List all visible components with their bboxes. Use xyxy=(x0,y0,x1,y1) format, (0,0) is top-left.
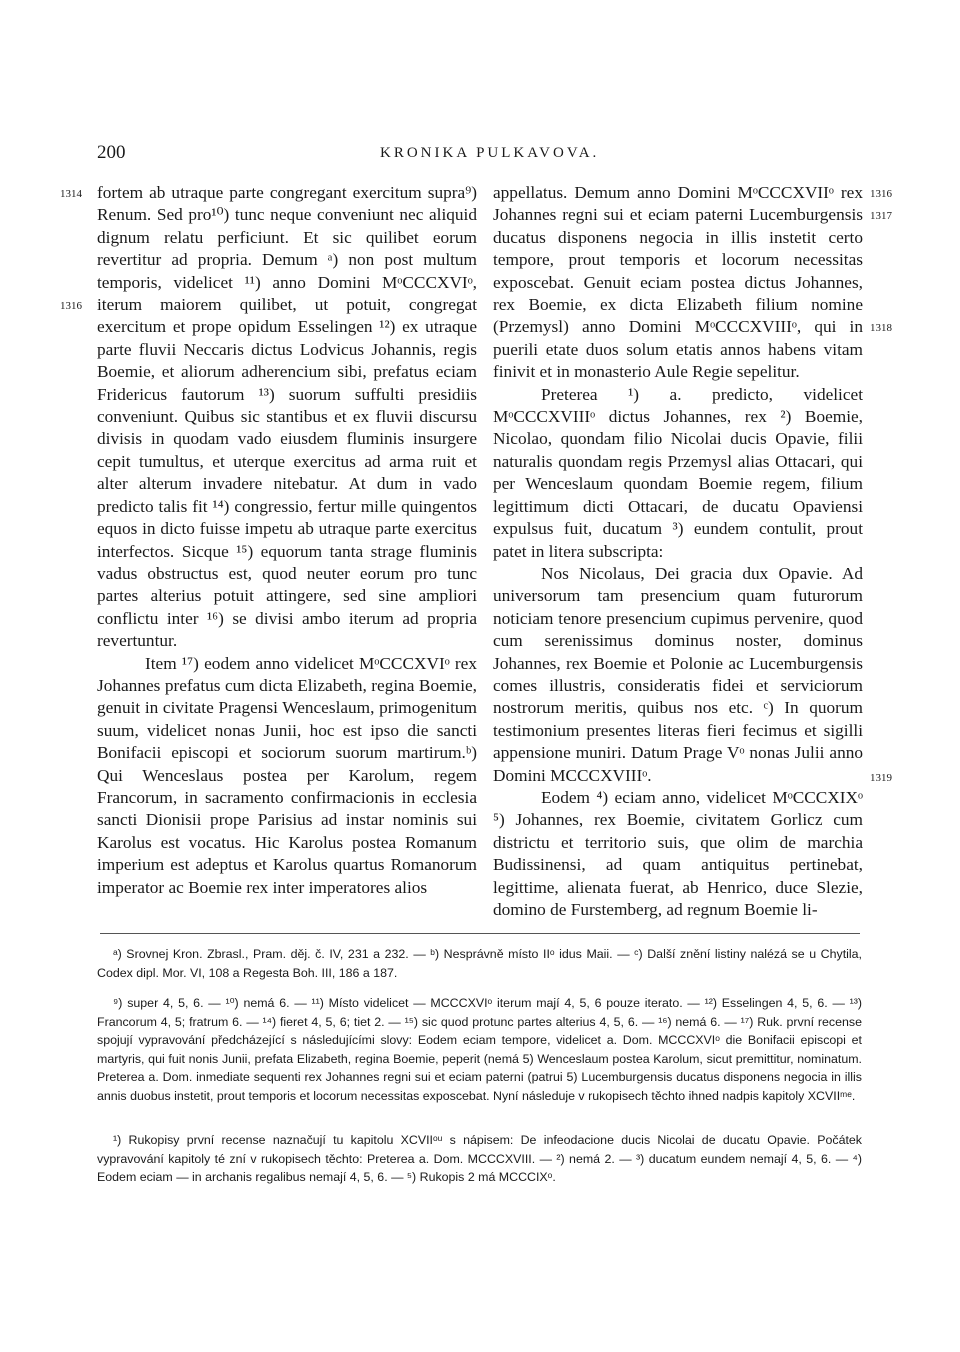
footnotes-chapter xyxy=(97,1131,862,1187)
running-title: KRONIKA PULKAVOVA. xyxy=(380,145,600,161)
footnotes-numbers xyxy=(97,994,862,1106)
footnotes-letters xyxy=(97,945,862,982)
paragraph: Eodem ⁴) eciam anno, videlicet MᵒCCCXIXᵒ ⁵) Johannes, rex Boemie, civitatem Gorlicz cum districtu et territorio suis, que olim de marchia Budissinensi, ad quam antiquitus pertinebat, legittime, alienata fuerat, ab Henrico, duce Slezie, domino de Furstemberg, ad regnum Boemie li- xyxy=(493,787,863,919)
paragraph: Preterea ¹) a. predicto, videlicet MᵒCCCXVIIIᵒ dictus Johannes, rex ²) Boemie, Nicolao, quondam filio Nicolai ducis Opavie, filii naturalis quondam regis Przemysl alias Ottacari, qui per Wenceslaum quondam Boemie regem, filium legittimum dicti Ottacari, de ducatu Opaviensi expulsus fuit, ducatum ³) eundem contulit, prout patet in litera subscripta: xyxy=(493,384,863,561)
charter-text: Nos Nicolaus, Dei gracia dux Opavie. Ad universorum tam presencium quam futurorum noticiam tenore presencium cupimus pervenire, quod cum serenissimus dominus noster, dominus Johannes, rex Boemie et Polonie ac Lucemburgensis comes illustris, consideratis fidei et serviciorum nostrorum meritis, quibus nos etc. ᶜ) In quorum testimonium presentes literas fieri fecimus et sigilli appensione muniri. Datum Prage Vᵒ nonas Julii anno Domini MCCCXVIIIᵒ. xyxy=(493,563,863,785)
margin-year: 1317 xyxy=(870,210,892,222)
paragraph: Item ¹⁷) eodem anno videlicet MᵒCCCXVIᵒ rex Johannes prefatus cum dicta Elizabeth, regina Boemie, genuit in civitate Pragensi Wenceslaum, primogenitum suum, videlicet nonas Junii, hoc est ipso die sancti Bonifacii episcopi et sociorum suorum martirum.ᵇ) Qui Wenceslaus postea per Karolum, regem Francorum, in sacramento confirmacionis in ecclesia sancti Dionisii prope Parisius ad instar nominis sui Karolus est vocatus. Hic Karolus postea Romanum imperium est adeptus et Karolus quartus Romanorum imperator ac Boemie rex inter imperatores alios xyxy=(97,653,477,897)
footnote-divider xyxy=(100,933,860,934)
footnote: ¹) Rukopisy první recense naznačují tu kapitolu XCVIIᵒᵘ s nápisem: De infeodacione ducis Nicolai de ducatu Opavie. Počátek vypravování kapitoly té zní v rukopisech těchto: Preterea a. Dom. MCCCXVIII. — ²) nemá 2. — ³) ducatum eundem nemají 4, 5, 6. — ⁴) Eodem eciam — in archanis regalibus nemají 4, 5, 6. — ⁵) Rukopis 2 má MCCCIXᵒ. xyxy=(97,1133,862,1185)
footnote: ⁹) super 4, 5, 6. — ¹⁰) nemá 6. — ¹¹) Místo videlicet — MCCCXVIᵒ iterum mají 4, 5, 6 pouze iterato. — ¹²) Esselingen 4, 5, 6. — ¹³) Francorum 4, 5; fratrum 6. — ¹⁴) fieret 4, 5, 6; tiet 2. — ¹⁵) sic quod protunc partes alterius 4, 5, 6. — ¹⁶) nemá 6. — ¹⁷) Ruk. první recense spojují vypravování předcházející s následujícími slovy: Eodem eciam tempore, videlicet a. Dom. MCCCXVIᵒ die Bonifacii episcopi et martyris, qui fuit nonis Junii, prefata Elizabeth, regina Boemie, peperit (nemá 5) Wenceslaum postea Karolum, sicut premittitur, nominatum. Preterea a. Dom. inmediate sequenti rex Johannes regni sui et eciam paterni (patrui 5) Lucemburgensis ducatus disponens negocia in illis annis duobus instetit, prout temporis et locorum necessitas exposcebat. Nyní následuje v rukopisech těchto ihned nadpis kapitoly XCVIIᵐᵉ. xyxy=(97,996,862,1103)
margin-year: 1318 xyxy=(870,322,892,334)
margin-year: 1316 xyxy=(60,300,82,312)
page-number: 200 xyxy=(97,142,126,163)
paragraph: fortem ab utraque parte congregant exercitum supra⁹) Renum. Sed pro¹⁰) tunc neque conveniunt nec aliquid dignum relatu perficiunt. Et sic quilibet eorum revertitur ad propria. Demum ᵃ) non post multum temporis, videlicet ¹¹) anno Domini MᵒCCCXVIᵒ, iterum maiorem quilibet, ut potuit, congregat exercitum et prope opidum Esselingen ¹²) ex utraque parte fluvii Neccaris dictus Lodvicus Johannis, regis Boemie, et aliorum adherencium sibi, prefatus eciam Fridericus fautorum ¹³) suorum suffulti presidiis conveniunt. Quibus sic stantibus et ex fluvii discursu divisis in quodam vado eiusdem fluminis insurgere cepit tumultus, et uterque exercitus ad arma ruit et alter alterum invadere nitebatur. At dum in vado predicto talis fit ¹⁴) congressio, fertur mille quingentos equos in dicto fuisse impetu ab utraque parte exercitus interfectos. Sicque ¹⁵) equorum tanta strage fluminis vadus obstructus est, quod neuter eorum pro tunc partes alterius potuit attingere, sed sine ampliori conflictu inter ¹⁶) se divisi ambo iterum ad propria revertuntur. xyxy=(97,183,477,651)
margin-year: 1319 xyxy=(870,772,892,784)
footnote: ᵃ) Srovnej Kron. Zbrasl., Pram. děj. č. IV, 231 a 232. — ᵇ) Nesprávně místo IIᵒ idus Maii. — ᶜ) Další znění listiny nalézá se u Chytila, Codex dipl. Mor. VI, 108 a Regesta Boh. III, 186 a 187. xyxy=(97,947,862,980)
paragraph: appellatus. Demum anno Domini MᵒCCCXVIIᵒ rex Johannes regni sui et eciam paterni Lucemburgensis ducatus disponens negocia in illis instetit certo tempore, prout temporis et locorum necessitas exposcebat. Genuit eciam postea dictus Johannes, rex Boemie, ex dicta Elizabeth filium nomine (Przemysl) anno Domini MᵒCCCXVIIIᵒ, qui in puerili etate duos solum etatis annos habens vitam finivit et in monasterio Aule Regie sepelitur. xyxy=(493,183,863,382)
margin-year: 1314 xyxy=(60,188,82,200)
right-text-column xyxy=(493,182,863,921)
margin-year: 1316 xyxy=(870,188,892,200)
left-text-column xyxy=(97,182,477,899)
